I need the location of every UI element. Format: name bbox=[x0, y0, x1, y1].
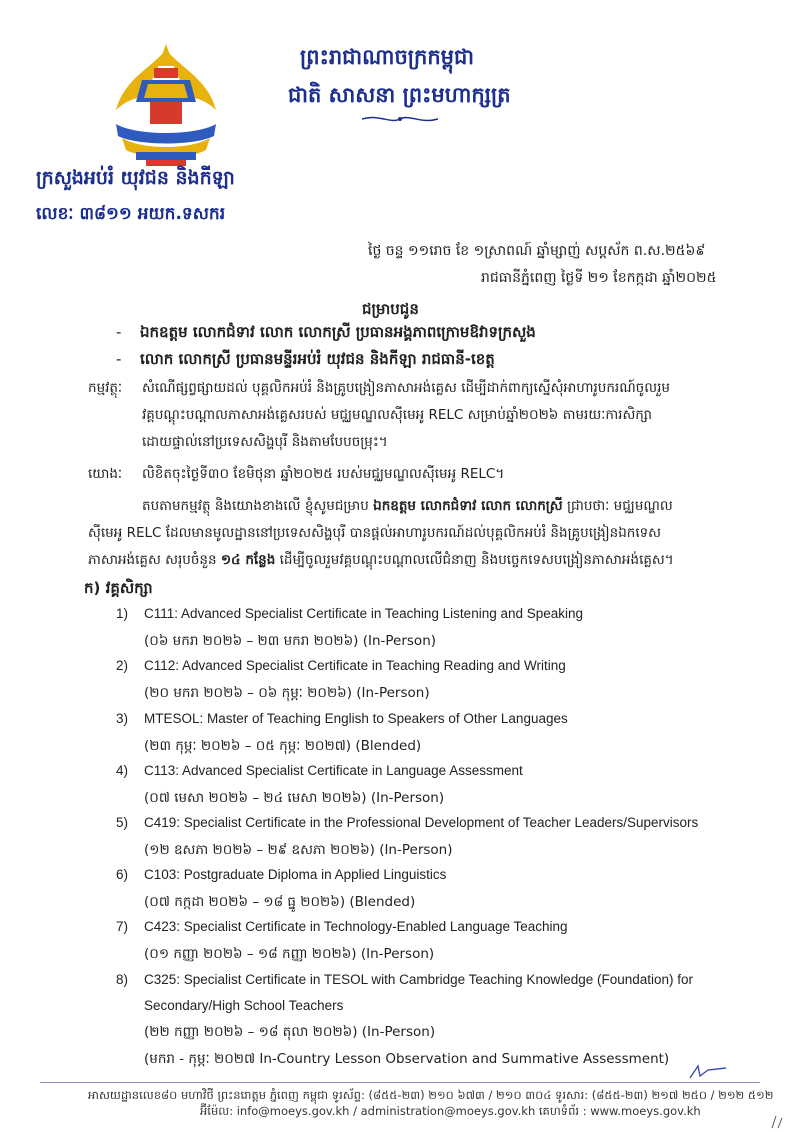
reference-paragraph bbox=[88, 461, 748, 488]
course-item bbox=[116, 763, 523, 778]
course-title: MTESOL: Master of Teaching English to Speakers of Other Languages bbox=[144, 711, 568, 726]
course-dates: (២០ មករា ២០២៦ – ០៦ កុម្ភៈ ២០២៦) (In-Person) bbox=[144, 685, 430, 701]
course-title: C103: Postgraduate Diploma in Applied Linguistics bbox=[144, 867, 447, 882]
body-paragraph bbox=[88, 493, 748, 574]
subject-line: វគ្គបណ្តុះបណ្តាលភាសាអង់គ្លេសរបស់ មជ្ឈមណ្ឌលស៊ីមេអូ RELC សម្រាប់ឆ្នាំ២០២៦ តាមរយៈការសិក្សា bbox=[142, 407, 652, 423]
footer-divider bbox=[40, 1082, 760, 1083]
lunar-date: ថ្ងៃ ចន្ទ ១១រោច ខែ ១ស្រាពណ៍ ឆ្នាំម្សាញ់ សប្តស័ក ព.ស.២៥៦៩ bbox=[368, 243, 706, 259]
solar-date: រាជធានីភ្នំពេញ ថ្ងៃទី ២១ ខែកក្កដា ឆ្នាំ២០២៥ bbox=[481, 270, 717, 286]
recipient-line: - លោក លោកស្រី ប្រធានមន្ទីរអប់រំ យុវជន និងកីឡា រាជធានី-ខេត្ត bbox=[116, 350, 495, 368]
subject-paragraph bbox=[88, 375, 748, 456]
course-title-continued: Secondary/High School Teachers bbox=[144, 998, 344, 1013]
ministry-logo bbox=[96, 40, 236, 170]
kingdom-motto: ជាតិ សាសនា ព្រះមហាក្សត្រ bbox=[288, 83, 511, 107]
course-item bbox=[116, 919, 568, 934]
reference-text: លិខិតចុះថ្ងៃទី៣០ ខែមិថុនា ឆ្នាំ២០២៥ របស់មជ្ឈមណ្ឌលស៊ីមេអូ RELC។ bbox=[142, 466, 505, 482]
subject-label: កម្មវត្ថុៈ bbox=[88, 380, 123, 396]
course-item bbox=[116, 658, 566, 673]
course-number: 7) bbox=[116, 919, 129, 934]
footer-address: អាសយដ្ឋានលេខ៨០ មហាវិថី ព្រះនរោត្តម ភ្នំពេញ កម្ពុជា ទូរស័ព្ទ: (៨៥៥-២៣) ២១០ ៦៧៣ / ២១០ ៣០៤ ទូរសារ: (៨៥៥-២៣) ២១៧ ២៥០ / ២១២ ៥១២ bbox=[88, 1088, 774, 1102]
course-item bbox=[116, 711, 568, 726]
course-title: C423: Specialist Certificate in Technology-Enabled Language Teaching bbox=[144, 919, 568, 934]
course-dates: (២៣ កុម្ភៈ ២០២៦ – ០៥ កុម្ភៈ ២០២៧) (Blended) bbox=[144, 738, 422, 754]
kingdom-title: ព្រះរាជាណាចក្រកម្ពុជា bbox=[300, 45, 475, 69]
section-heading: ក) វគ្គសិក្សា bbox=[84, 579, 153, 597]
body-text: ជ្រាបថាៈ មជ្ឈមណ្ឌល bbox=[566, 498, 673, 514]
reference-number: លេខៈ ៣៨១១ អយក.ទសករ bbox=[36, 204, 226, 224]
course-number: 6) bbox=[116, 867, 129, 882]
course-dates: (១២ ឧសភា ២០២៦ – ២៩ ឧសភា ២០២៦) (In-Person) bbox=[144, 842, 453, 858]
page-mark bbox=[768, 1114, 788, 1130]
body-text: តបតាមកម្មវត្ថុ និងយោងខាងលើ ខ្ញុំសូមជម្រាប bbox=[142, 498, 369, 514]
course-number: 2) bbox=[116, 658, 129, 673]
course-item bbox=[116, 972, 693, 987]
recipient-text: លោក លោកស្រី ប្រធានមន្ទីរអប់រំ យុវជន និងកីឡា រាជធានី-ខេត្ត bbox=[140, 350, 495, 368]
body-bold-text: ១៤ កន្លែង bbox=[220, 552, 276, 568]
reference-label: យោងៈ bbox=[88, 466, 123, 482]
body-text: ភាសាអង់គ្លេស សរុបចំនួន bbox=[88, 552, 217, 568]
course-item bbox=[116, 815, 698, 830]
course-dates: (០១ កញ្ញា ២០២៦ – ១៨ កញ្ញា ២០២៦) (In-Person) bbox=[144, 946, 435, 962]
salutation-heading: ជម្រាបជូន bbox=[362, 300, 419, 318]
course-title: C419: Specialist Certificate in the Professional Development of Teacher Leaders/Supervisors bbox=[144, 815, 699, 830]
body-text: ដើម្បីចូលរួមវគ្គបណ្តុះបណ្តាលលើជំនាញ និងបច្ចេកទេសបង្រៀនភាសាអង់គ្លេស។ bbox=[279, 552, 674, 568]
course-number: 1) bbox=[116, 606, 129, 621]
course-number: 5) bbox=[116, 815, 129, 830]
footer-contact: អ៊ីម៉ែល: info@moeys.gov.kh / administration@moeys.gov.kh គេហទំព័រ : www.moeys.gov.kh bbox=[200, 1104, 701, 1118]
course-item bbox=[116, 606, 583, 621]
course-number: 8) bbox=[116, 972, 129, 987]
course-title: C112: Advanced Specialist Certificate in Teaching Reading and Writing bbox=[144, 658, 566, 673]
course-title: C325: Specialist Certificate in TESOL with Cambridge Teaching Knowledge (Foundation) for bbox=[144, 972, 694, 987]
course-dates-note: (មករា - កុម្ភៈ ២០២៧ In-Country Lesson Observation and Summative Assessment) bbox=[144, 1051, 670, 1067]
course-title: C111: Advanced Specialist Certificate in Teaching Listening and Speaking bbox=[144, 606, 584, 621]
body-text: ស៊ីមេអូ RELC ដែលមានមូលដ្ឋាននៅប្រទេសសិង្ហបុរី បានផ្តល់អាហារូបករណ៍ដល់បុគ្គលិកអប់រំ និងគ្រូបង្រៀនឯកទេស bbox=[88, 525, 662, 541]
course-title: C113: Advanced Specialist Certificate in Language Assessment bbox=[144, 763, 523, 778]
ministry-name: ក្រសួងអប់រំ យុវជន និងកីឡា bbox=[36, 167, 235, 189]
subject-line: សំណើផ្សព្វផ្សាយដល់ បុគ្គលិកអប់រំ និងគ្រូបង្រៀនភាសាអង់គ្លេស ដើម្បីដាក់ពាក្យស្នើសុំអាហារូបករណ៍ចូលរួម bbox=[142, 380, 670, 396]
course-dates: (០៧ កក្កដា ២០២៦ – ១៨ ធ្នូ ២០២៦) (Blended) bbox=[144, 894, 416, 910]
recipient-text: ឯកឧត្តម លោកជំទាវ លោក លោកស្រី ប្រធានអង្គភាពក្រោមឱវាទក្រសួង bbox=[140, 323, 536, 341]
subject-line: ដោយផ្ទាល់នៅប្រទេសសិង្ហបុរី និងតាមបែបចម្រុះ។ bbox=[142, 434, 388, 450]
course-number: 3) bbox=[116, 711, 129, 726]
course-item bbox=[116, 867, 446, 882]
course-dates: (២២ កញ្ញា ២០២៦ – ១៨ តុលា ២០២៦) (In-Person) bbox=[144, 1024, 436, 1040]
ornament-divider bbox=[360, 112, 440, 126]
course-dates: (០៦ មករា ២០២៦ – ២៣ មករា ២០២៦) (In-Person) bbox=[144, 633, 437, 649]
course-dates: (០៧ មេសា ២០២៦ – ២៤ មេសា ២០២៦) (In-Person) bbox=[144, 790, 445, 806]
initial-signature bbox=[688, 1060, 728, 1082]
recipient-line: - ឯកឧត្តម លោកជំទាវ លោក លោកស្រី ប្រធានអង្គភាពក្រោមឱវាទក្រសួង bbox=[116, 323, 536, 341]
body-bold-text: ឯកឧត្តម លោកជំទាវ លោក លោកស្រី bbox=[373, 498, 563, 514]
course-number: 4) bbox=[116, 763, 129, 778]
